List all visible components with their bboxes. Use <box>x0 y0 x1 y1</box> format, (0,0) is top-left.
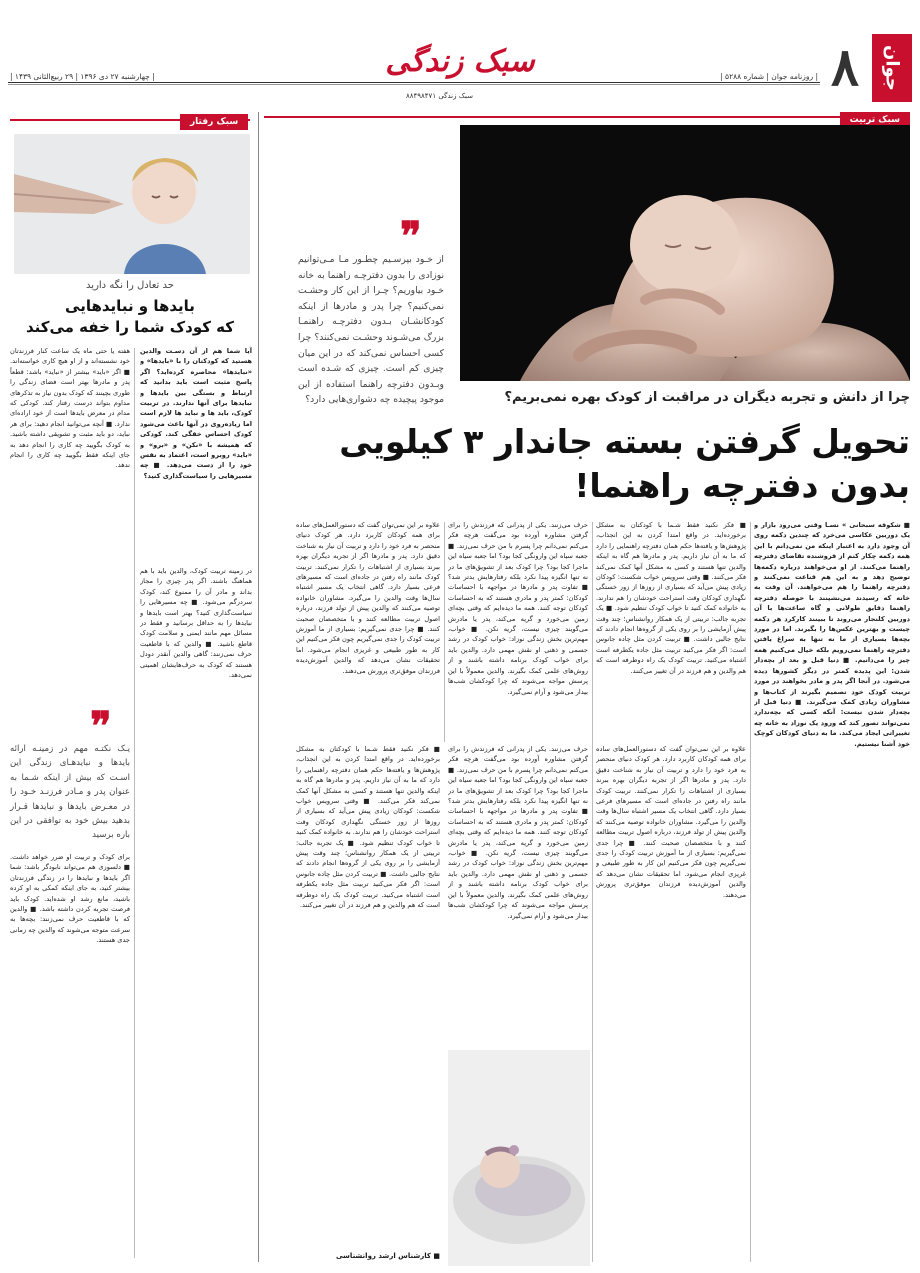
main-subhead: چرا از دانش و تجربه دیگران در مراقبت از کودک بهره نمی‌بریم؟ <box>504 390 910 405</box>
main-author: ■ کارشناس ارشد روانشناسی <box>335 1252 440 1260</box>
quote-mark-icon: ❞ <box>400 213 422 260</box>
date-info: | چهارشنبه ۲۷ دی ۱۳۹۶ | ۲۹ ربیع‌الثانی ۱۴۳۹ | <box>10 72 155 81</box>
header-rule-thin <box>8 84 820 85</box>
main-body-col3-cont: حرف می‌زنند. یکی از پدرانی که فرزندش را برای گرفتن مشاوره آورده بود می‌گفت هرچه فکر می‌کنم نمی‌دانم چرا پسرم با من حرف نمی‌زند. ■ جعبه سیاه این وارونگی کجا بود؟ اما جعبه سیاه این ماجرا کجا بود؟ چرا کودک بعد از تشویق‌های ما در نه تنها انگیزه پیدا نکرد بلکه رفتارهایش بدتر شد؟ ■ تفاوت پدر و مادرها در مواجهه با احساسات کودکان: کمتر پدر و مادری هستند که به احساسات کودکان توجه کنند. همه ما دیده‌ایم که وقتی بچه‌ای زمین می‌خورد و گریه می‌کند، پدر یا مادرش می‌گویند چیزی نیست، گریه نکن. ■ خواب، مهم‌ترین بخش زندگی نوزاد: خواب کودک در رشد جسمی و ذهنی او نقش مهمی دارد. والدین باید برای خواب کودک برنامه داشته باشند و از روش‌های علمی کمک بگیرند. والدین معمولاً با این پرسش مواجه می‌شوند که چرا کودکشان شب‌ها بیدار می‌شود و آرام نمی‌گیرد. <box>448 745 588 920</box>
side-pull-quote: یـک نکتـه مهم در زمینـه ارائه بایدها و نبایدهـای زندگی این اسـت که بیش از اینکه شـما به عنوان پدر و مـادر فرزنـد خـود را در معـرض بایدها و نبایدها قـرار بدهید بیش خود به توافقی در این باره برسید <box>10 744 130 841</box>
main-body-col2: ■ فکر نکنید فقط شـما با کودکتان به مشکل برخورده‌اید. در واقع امتدا کردن به این انجذاب، پژوهش‌ها و یافته‌ها حکم همان دفترچه راهنمایی را دارد که ما به آن نیاز داریم. پدر و مادرها هم گاه به اینکه والدین تنها هستند و کسی به مشکل آنها کمک نمی‌کند فکر می‌کنند. ■ وقتی سرویس خواب شکست: کودکان زیادی پیش می‌آید که بسیاری از روزها از زور خستگی نگهداری کودکان وقت استراحت خودشان را هم ندارند. به خانواده کمک کنید تا خواب کودک تنظیم شود. ■ یک تجربه جالب: تربیتی از یک همکار روانشناس؛ چند وقت پیش آزمایشی را بر روی یکی از گروه‌ها انجام دادند که نتایج جالبی داشت. ■ تربیت کردن مثل چاده جانوس است: اگر فکر می‌کنید تربیت مثل جاده یکطرفه است اشتباه می‌کنید. تربیت کودک یک راه دوطرفه است که هم والدین و هم فرزند در آن تغییر می‌کنند. <box>596 521 746 675</box>
main-body-col3: حرف می‌زنند. یکی از پدرانی که فرزندش را برای گرفتن مشاوره آورده بود می‌گفت هرچه فکر می‌کنم نمی‌دانم چرا پسرم با من حرف نمی‌زند. ■ جعبه سیاه این وارونگی کجا بود؟ اما جعبه سیاه این ماجرا کجا بود؟ چرا کودک بعد از تشویق‌های ما در نه تنها انگیزه پیدا نکرد بلکه رفتارهایش بدتر شد؟ ■ تفاوت پدر و مادرها در مواجهه با احساسات کودکان: کمتر پدر و مادری هستند که به احساسات کودکان توجه کنند. همه ما دیده‌ایم که وقتی بچه‌ای زمین می‌خورد و گریه می‌کند، پدر یا مادرش می‌گویند چیزی نیست، گریه نکن. ■ خواب، مهم‌ترین بخش زندگی نوزاد: خواب کودک در رشد جسمی و ذهنی او نقش مهمی دارد. والدین باید برای خواب کودک برنامه داشته باشند و از روش‌های علمی کمک بگیرند. والدین معمولاً با این پرسش مواجه می‌شوند که چرا کودکشان شب‌ها بیدار می‌شود و آرام نمی‌گیرد. <box>448 521 588 696</box>
newspaper-logo: جوان <box>872 34 912 102</box>
side-quote-mark-icon: ❞ <box>90 703 112 750</box>
side-col-b: برای کودک و تربیت او ضرر خواهد داشت. ■ دلسوزی هم می‌تواند نابودگر باشد: شما اگر بایدها و نبایدها را در زندگی فرزندتان بیشتر کنید، به‌ جای اینکه کمکی به او کرده باشید، مانع رشد او شده‌اید. کودک باید فرصت تجربه کردن داشته باشد. ■ والدین که با قاطعیت حرف نمی‌زنند: بچه‌ها به سرعت متوجه می‌شوند که والدین چه زمانی جدی هستند. <box>10 853 130 945</box>
masthead-sub: سبک زندگی ۸۸۴۹۸۴۷۱ <box>406 92 473 100</box>
col-divider <box>444 522 445 742</box>
side-col-c: در زمینه تربیت کودک، والدین باید با هم هماهنگ باشند. اگر پدر چیزی را مجاز بداند و مادر آن را ممنوع کند، کودک سردرگم می‌شود. ■ چه مسیرهایی را سیاست‌گذاری کنید؟ بهتر است بایدها و نبایدها را به حداقل برسانید و فقط در مسائل مهم مانند ایمنی و سلامت کودک قاطع باشید. ■ والدین که با قاطعیت حرف نمی‌زنند: گاهی والدین آنقدر دودل هستند که کودک به حرف‌هایشان اهمیتی نمی‌دهد. <box>140 567 252 680</box>
newborn-photo <box>448 1050 590 1266</box>
section-divider <box>258 112 259 1262</box>
side-kicker: حد تعادل را نگه دارید <box>86 280 174 291</box>
side-title-line2: که کودک شما را خفه می‌کند <box>25 318 234 336</box>
main-title-line2: بدون دفترچه راهنما! <box>574 466 910 505</box>
header-rule <box>8 82 820 83</box>
col-divider <box>592 522 593 1262</box>
main-body-col2-cont: علاوه بر این نمی‌توان گفت که دستورالعمل‌های ساده برای همه کودکان کاربرد دارد. هر کودک دنیای منحصر به فرد خود را دارد و تربیت آن نیاز به شناخت دقیق دارد. پدر و مادرها اگر از تجربه دیگران بهره ببرند بسیاری از اشتباهات را تکرار نمی‌کنند. تربیت کودک مانند راه رفتن در جاده‌ای است که مسیرهای فرعی بسیار دارد. گاهی انتخاب یک مسیر اشتباه سال‌ها وقت والدین را می‌گیرد. مشاوران خانواده توصیه می‌کنند که والدین پیش از تولد فرزند، درباره اصول تربیت مطالعه کنند و با متخصصان صحبت کنند. ■ چرا جدی نمی‌گیریم: بسیاری از ما آموزش تربیت کودک را جدی نمی‌گیریم چون فکر می‌کنیم این کار به طور طبیعی و غریزی انجام می‌شود. اما تحقیقات نشان می‌دهد که والدین آموزش‌دیده فرزندان موفق‌تری پرورش می‌دهند. <box>596 745 746 899</box>
col-divider <box>134 348 135 1258</box>
side-col-a: هفته یا حتی ماه یک ساعت کنار فرزندتان خود نشسته‌اند و از او هیچ کاری خواسته‌اند. ■ اگر «باید» بیشتر از «نباید» باشد: قطعاً پدر و مادرها بهتر است فضای زندگی را طوری بچینند که کودک بدون نیاز به تذکرهای مداوم بتواند درست رفتار کند. کودکی که مدام در معرض بایدها است از خود اراده‌ای ندارد. ■ آنچه می‌توانید انجام دهید: برای هر نباید، دو باید مثبت و تشویقی داشته باشید. به کودک بگویید چه کاری را انجام دهد به جای اینکه فقط بگویید چه کاری را انجام ندهد. <box>10 347 130 470</box>
main-pull-quote: از خـود بپرسـیم چطـور مـا مـی‌توانیم نوزادی را بدون دفترچـه راهنما به خانه خـود بیاوریم؟ چـرا از این کار وحشـت نمی‌کنیم؟ چرا پدر و مادرها از اینکه کودکانشـان بـدون دفترچـه راهنمـا بزرگ می‌شـوند وحشـت نمی‌کنند؟ چرا کسی احساس نمی‌کند که در این میان چیزی کم‌ است. چیزی که شـده است وبـدون دفترچه راهنما استفاده از این موجود پیچیده چه دشواری‌هایی دارد؟ <box>298 254 444 406</box>
baby-in-hands-illustration <box>460 125 910 381</box>
page-number: ۸ <box>831 37 859 98</box>
main-body-col4-cont: ■ فکر نکنید فقط شـما با کودکتان به مشکل برخورده‌اید. در واقع امتدا کردن به این انجذاب، پژوهش‌ها و یافته‌ها حکم همان دفترچه راهنمایی را دارد که ما به آن نیاز داریم. پدر و مادرها هم گاه به اینکه والدین تنها هستند و کسی به مشکل آنها کمک نمی‌کند فکر می‌کنند. ■ وقتی سرویس خواب شکست: کودکان زیادی پیش می‌آید که بسیاری از روزها از زور خستگی نگهداری کودکان وقت استراحت خودشان را هم ندارند. به خانواده کمک کنید تا خواب کودک تنظیم شود. ■ یک تجربه جالب: تربیتی از یک همکار روانشناس؛ چند وقت پیش آزمایشی را بر روی یکی از گروه‌ها انجام دادند که نتایج جالبی داشت. ■ تربیت کردن مثل چاده جانوس است: اگر فکر می‌کنید تربیت مثل جاده یکطرفه است اشتباه می‌کنید. تربیت کودک یک راه دوطرفه است که هم والدین و هم فرزند در آن تغییر می‌کنند. <box>296 745 440 910</box>
section-masthead: سبک زندگی <box>385 44 535 79</box>
col-divider <box>750 522 751 1262</box>
main-body-col4: علاوه بر این نمی‌توان گفت که دستورالعمل‌های ساده برای همه کودکان کاربرد دارد. هر کودک دنیای منحصر به فرد خود را دارد و تربیت آن نیاز به شناخت دقیق دارد. پدر و مادرها اگر از تجربه دیگران بهره ببرند بسیاری از اشتباهات را تکرار نمی‌کنند. تربیت کودک مانند راه رفتن در جاده‌ای است که مسیرهای فرعی بسیار دارد. گاهی انتخاب یک مسیر اشتباه سال‌ها وقت والدین را می‌گیرد. مشاوران خانواده توصیه می‌کنند که والدین پیش از تولد فرزند، درباره اصول تربیت مطالعه کنند و با متخصصان صحبت کنند. ■ چرا جدی نمی‌گیریم: بسیاری از ما آموزش تربیت کودک را جدی نمی‌گیریم چون فکر می‌کنیم این کار به طور طبیعی و غریزی انجام می‌شود. اما تحقیقات نشان می‌دهد که والدین آموزش‌دیده فرزندان موفق‌تری پرورش می‌دهند. <box>296 521 440 675</box>
main-tag-line <box>264 116 910 118</box>
main-section-tag: سبک تربیت <box>840 112 910 128</box>
side-section-tag: سبک رفتار <box>180 114 248 130</box>
side-bold-col: آیا شما هم از آن دسـت والدین هستید که کودکتان را با «بایدها» و «نبایدها» محاصره کرده‌اید؟ اگر پاسخ مثبت است باید بدانید که ارتباط و بستگی بین بایدها و نبایدها برای آنها ندارند. در تربیت کودک، باید ها و نباید ها لازم است اما زیاده‌روی در آنها باعث می‌شود کودک احساس خفگی کند. کودکی که همیشه با «نکن» و «برو» و «باید» روبرو است، اعتماد به نفس خود را از دست می‌دهد. ■ چه مسیرهایی را سیاست‌گذاری کنید؟ <box>140 347 252 480</box>
issue-info: | روزنامه جوان | شماره ۵۲۸۸ | <box>720 72 818 81</box>
scolded-child-illustration <box>14 134 250 274</box>
main-title-line1: تحویل گرفتن بسته جاندار ۳ کیلویی <box>339 422 910 461</box>
newborn-illustration <box>448 1050 590 1266</box>
main-body-col1: ■ شکوفه سبحانی » نسـا وقتی می‌رود بازار و یک دوربین عکاسی می‌خرد که چندین دکمه روی آن وجود دارد به اعتبار اینکه من نمی‌دانم با این همه دکمه چکار کنم از فروشنده تقاضای دفترچه راهنما می‌کنند. از او می‌خواهند درباره دکمه‌ها توضیح دهد و به این هم قناعت نمی‌کنند و دفترچه راهنما را هم می‌خواهند. آن وقت به خانه که رسیدند می‌نشینند با حوصله دفترچه راهنما دقایق طولانی و گاه ساعت‌ها با آن دوربین کلنجار می‌روند تا ببینند کارکرد هر دکمه چیست و بهترین عکس‌ها را بگیرند. اما در مورد بچه‌ها بسیاری از ما نه تنها به سراغ یافتن دفترچه راهنما نمی‌رویم بلکه خیال می‌کنیم همه چیز را می‌دانیم. ■ دنیا قبل و بعد از بچه‌دار شدن: این پدیده کمتر در دیگر کشورها دیده می‌شود. در آنجا اگر پدر و مادر بخواهند در مورد تربیت کودک خود تصمیم بگیرند از کتاب‌ها و مشاوران زیادی کمک می‌گیرند. ■ دنیا قبل از بچه‌دار شدن نیست: آنکه کسی که بچه‌ندارد نمی‌تواند تصور کند که ورود یک نوزاد به خانه چه تغییراتی ایجاد می‌کند. ما به دنیای کودکان کوچک خود آشنا نیستیم. <box>754 521 910 748</box>
scolded-child-photo <box>14 134 250 274</box>
baby-in-hands-photo <box>460 125 910 381</box>
side-title-line1: بایدها و نبایدهایی <box>65 297 195 315</box>
